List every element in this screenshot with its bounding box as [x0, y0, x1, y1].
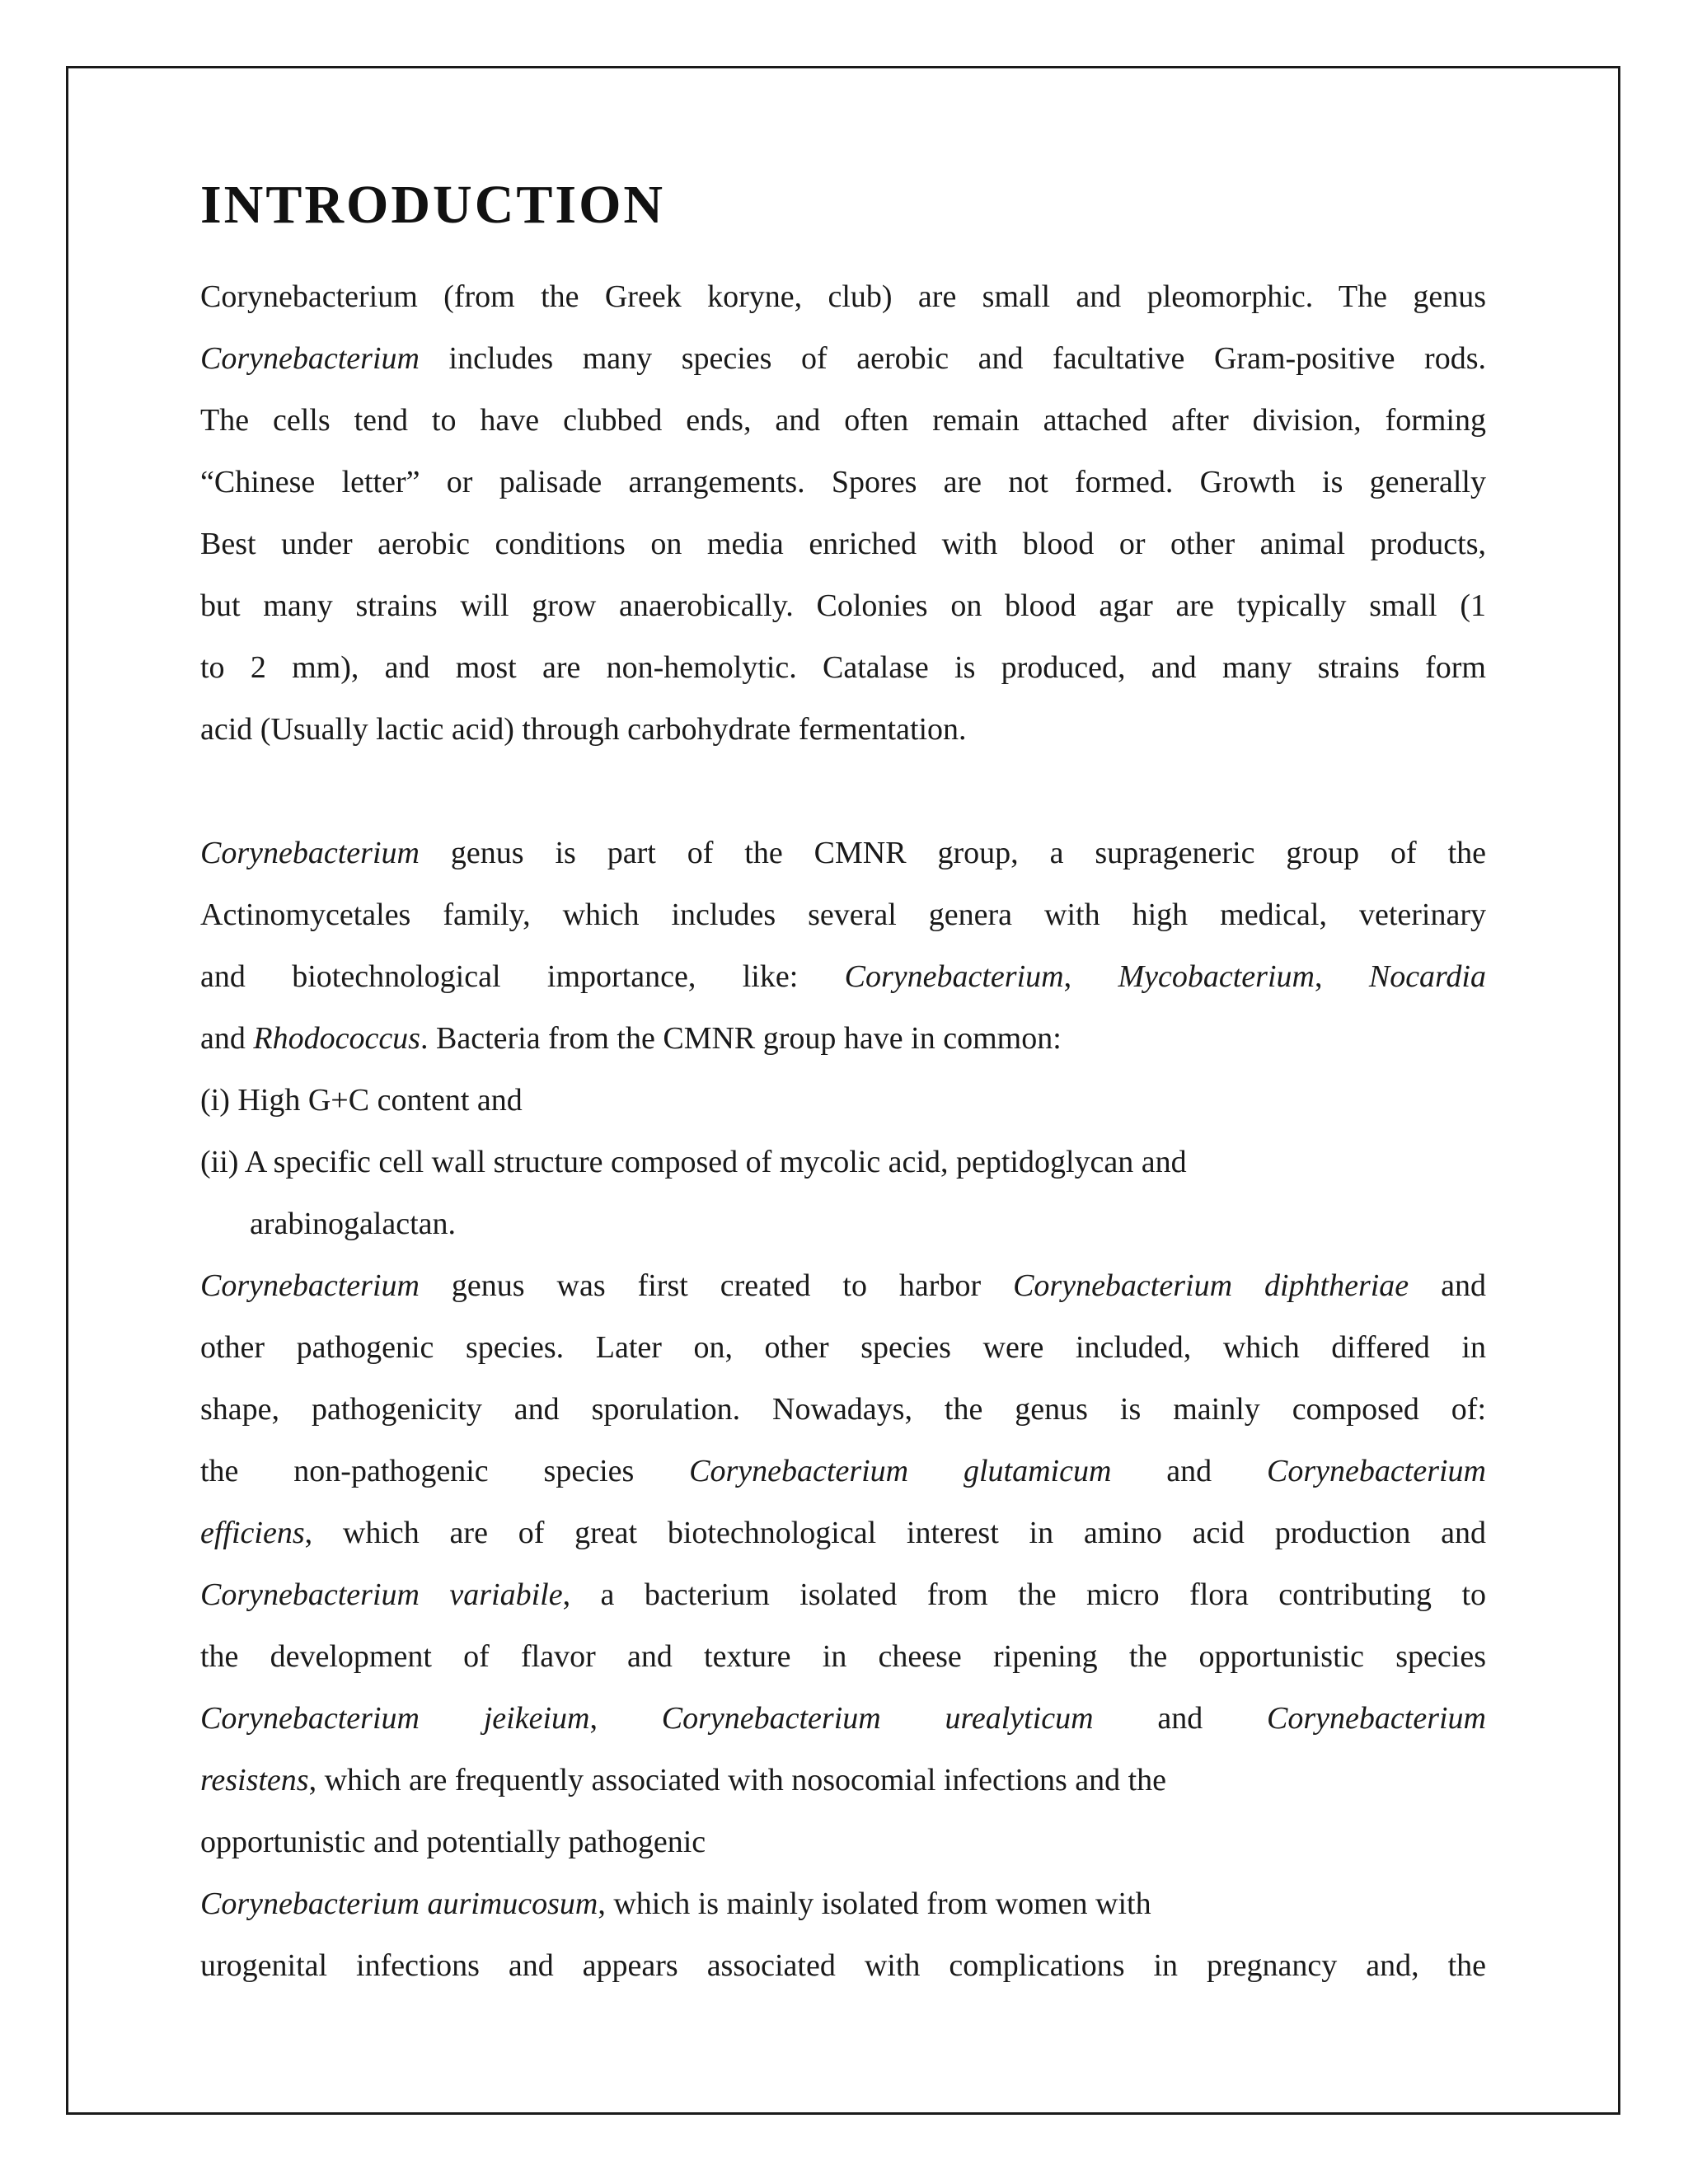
text-line: [200, 1317, 1486, 1379]
text-run: shape, pathogenicity and sporulation. Nowadays, the genus is mainly composed of:: [200, 1392, 1486, 1427]
text-run: but many strains will grow anaerobically. Colonies on blood agar are typically small (1: [200, 588, 1486, 623]
text-line: [200, 1873, 1486, 1935]
paragraph-intro: [200, 266, 1486, 761]
italic-term: Corynebacterium urealyticum: [661, 1701, 1094, 1736]
text-line: [200, 637, 1486, 699]
document-body: [200, 169, 1486, 1997]
text-run: ,: [1314, 959, 1369, 994]
text-run: and: [200, 1021, 254, 1056]
text-line: [200, 1811, 1486, 1873]
text-line: [200, 1564, 1486, 1626]
italic-term: Corynebacterium aurimucosum: [200, 1886, 598, 1921]
text-run: , which is mainly isolated from women with: [598, 1886, 1151, 1921]
text-line: [200, 884, 1486, 946]
text-line: [200, 823, 1486, 884]
paragraph-gap: [200, 761, 1486, 823]
text-run: “Chinese letter” or palisade arrangements. Spores are not formed. Growth is generally: [200, 465, 1486, 499]
text-run: ,: [589, 1701, 662, 1736]
text-run: The cells tend to have clubbed ends, and often remain attached after division, forming: [200, 403, 1486, 438]
text-run: , a bacterium isolated from the micro flora contributing to: [562, 1577, 1487, 1612]
paragraph-cmnr-group: [200, 823, 1486, 1997]
text-run: Actinomycetales family, which includes several genera with high medical, veterinary: [200, 898, 1486, 932]
text-run: and: [1111, 1454, 1268, 1488]
text-run: Corynebacterium (from the Greek koryne, club) are small and pleomorphic. The genus: [200, 279, 1486, 314]
text-line: [200, 699, 1486, 761]
italic-term: Mycobacterium: [1118, 959, 1315, 994]
italic-term: resistens: [200, 1763, 309, 1797]
italic-term: efficiens: [200, 1516, 305, 1550]
text-run: opportunistic and potentially pathogenic: [200, 1825, 706, 1859]
text-run: other pathogenic species. Later on, other species were included, which differed in: [200, 1330, 1486, 1365]
text-run: (ii) A specific cell wall structure composed of mycolic acid, peptidoglycan and: [200, 1145, 1187, 1179]
text-line: [200, 1193, 1486, 1255]
text-run: , which are frequently associated with nosocomial infections and the: [308, 1763, 1167, 1797]
italic-term: Corynebacterium: [1267, 1701, 1486, 1736]
text-run: includes many species of aerobic and facultative Gram-positive rods.: [419, 341, 1486, 376]
text-run: (i) High G+C content and: [200, 1083, 523, 1118]
italic-term: Corynebacterium: [844, 959, 1064, 994]
text-line: [200, 513, 1486, 575]
italic-term: Corynebacterium: [200, 341, 420, 376]
text-line: [200, 1750, 1486, 1811]
text-run: acid (Usually lactic acid) through carbohydrate fermentation.: [200, 712, 967, 747]
text-run: arabinogalactan.: [250, 1207, 457, 1241]
text-line: [200, 946, 1486, 1008]
page-title: INTRODUCTION: [200, 175, 666, 235]
text-line: [200, 1441, 1486, 1502]
text-run: genus is part of the CMNR group, a suprageneric group of the: [419, 836, 1486, 870]
text-run: and: [1409, 1268, 1486, 1303]
text-line: [200, 328, 1486, 390]
italic-term: Rhodococcus: [253, 1021, 420, 1056]
text-line: [200, 390, 1486, 452]
text-run: and biotechnological importance, like:: [200, 959, 845, 994]
text-run: and: [1093, 1701, 1268, 1736]
text-line: [200, 1132, 1486, 1193]
text-line: [200, 1626, 1486, 1688]
text-line: [200, 1379, 1486, 1441]
italic-term: Corynebacterium glutamicum: [689, 1454, 1112, 1488]
text-run: ,: [1063, 959, 1118, 994]
text-line: [200, 266, 1486, 328]
text-line: [200, 575, 1486, 637]
text-run: , which are of great biotechnological interest in amino acid production and: [304, 1516, 1486, 1550]
italic-term: Corynebacterium diphtheriae: [1013, 1268, 1409, 1303]
italic-term: Corynebacterium jeikeium: [200, 1701, 590, 1736]
italic-term: Corynebacterium: [200, 1268, 420, 1303]
text-run: genus was first created to harbor: [419, 1268, 1014, 1303]
text-run: . Bacteria from the CMNR group have in common:: [420, 1021, 1062, 1056]
italic-term: Corynebacterium: [200, 836, 420, 870]
text-line: [200, 1255, 1486, 1317]
italic-term: Nocardia: [1368, 959, 1486, 994]
italic-term: Corynebacterium variabile: [200, 1577, 563, 1612]
italic-term: Corynebacterium: [1267, 1454, 1486, 1488]
text-line: [200, 1935, 1486, 1997]
text-line: [200, 452, 1486, 513]
text-run: Best under aerobic conditions on media enriched with blood or other animal products,: [200, 527, 1486, 561]
text-line: [200, 1008, 1486, 1070]
text-run: urogenital infections and appears associated with complications in pregnancy and, the: [200, 1948, 1486, 1983]
text-line: [200, 1502, 1486, 1564]
text-run: the non-pathogenic species: [200, 1454, 690, 1488]
text-run: to 2 mm), and most are non-hemolytic. Catalase is produced, and many strains form: [200, 650, 1486, 685]
text-run: the development of flavor and texture in cheese ripening the opportunistic species: [200, 1639, 1486, 1674]
text-line: [200, 1688, 1486, 1750]
text-line: [200, 1070, 1486, 1132]
